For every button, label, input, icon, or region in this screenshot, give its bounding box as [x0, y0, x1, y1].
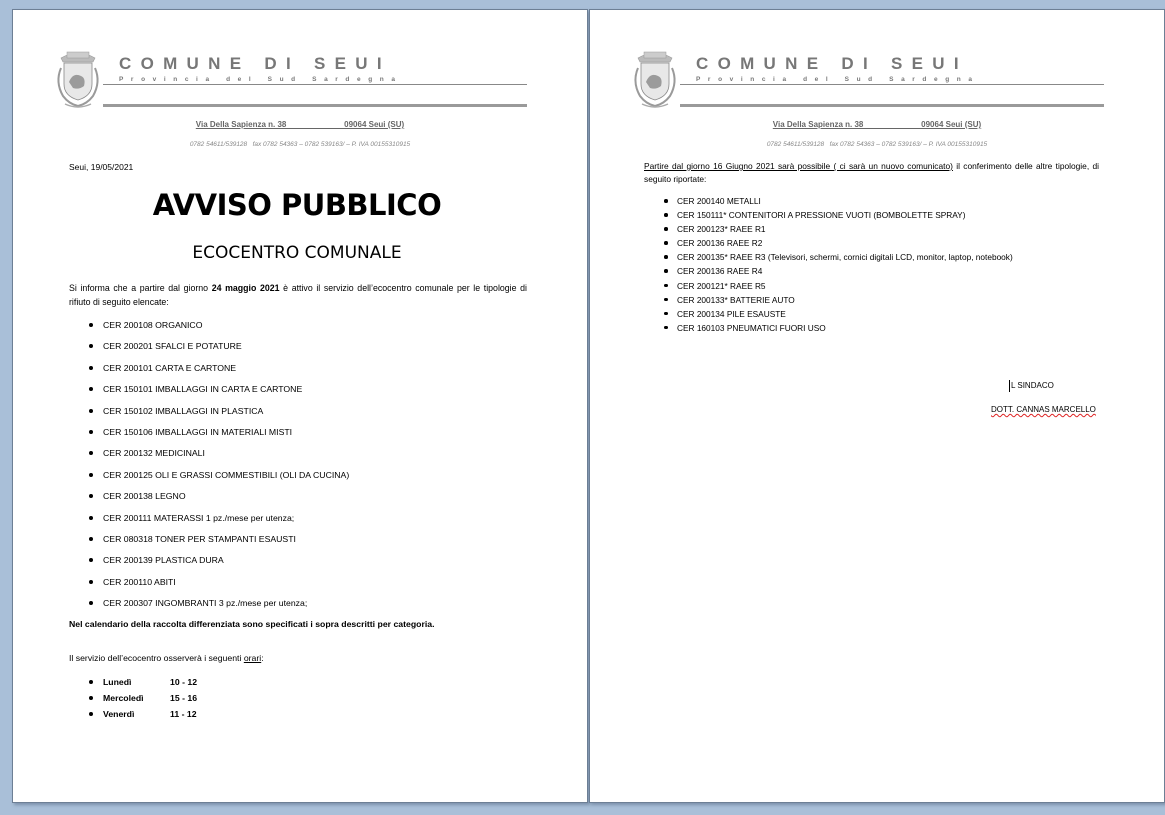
- letterhead-contacts: 0782 54611/539128 fax 0782 54363 – 0782 539163/ – P. IVA 00155310915: [189, 141, 411, 148]
- waste-type-list: [89, 319, 349, 618]
- additional-waste-list: [664, 196, 1013, 337]
- letterhead-contacts: 0782 54611/539128 fax 0782 54363 – 0782 539163/ – P. IVA 00155310915: [766, 141, 988, 148]
- header-rule-thick: [680, 104, 1104, 107]
- list-item: CER 200140 METALLI: [664, 196, 1013, 210]
- municipal-crest-icon: [630, 42, 680, 110]
- document-page-1[interactable]: [12, 9, 588, 803]
- municipal-crest-icon: [53, 42, 103, 110]
- list-item: CER 160103 PNEUMATICI FUORI USO: [664, 323, 1013, 337]
- letterhead-address: Via Della Sapienza n. 38 09064 Seui (SU): [195, 120, 405, 129]
- opening-hours-list: [89, 676, 197, 724]
- hours-row: Lunedì 10 - 12: [89, 676, 197, 692]
- list-item: CER 200307 INGOMBRANTI 3 pz./mese per utenza;: [89, 597, 349, 618]
- list-item: CER 200121* RAEE R5: [664, 281, 1013, 295]
- page-subtitle: ECOCENTRO COMUNALE: [192, 243, 402, 263]
- letterhead-provincia: Provincia del Sud Sardegna: [696, 76, 980, 83]
- hours-row: Mercoledì 15 - 16: [89, 692, 197, 708]
- list-item: CER 200125 OLI E GRASSI COMMESTIBILI (OLI DA CUCINA): [89, 469, 349, 490]
- document-date: Seui, 19/05/2021: [69, 162, 134, 172]
- intro-paragraph: Si informa che a partire dal giorno 24 maggio 2021 è attivo il servizio dell’ecocentro comunale per le tipologie di rifiuto di seguito elencate:: [69, 283, 527, 307]
- calendar-note: Nel calendario della raccolta differenziata sono specificati i sopra descritti per categoria.: [69, 619, 435, 629]
- letterhead-comune: COMUNE DI SEUI: [119, 54, 391, 73]
- list-item: CER 200139 PLASTICA DURA: [89, 554, 349, 575]
- letterhead-comune: COMUNE DI SEUI: [696, 54, 968, 73]
- list-item: CER 200133* BATTERIE AUTO: [664, 295, 1013, 309]
- list-item: CER 200123* RAEE R1: [664, 224, 1013, 238]
- list-item: CER 200138 LEGNO: [89, 490, 349, 511]
- header-rule-thick: [103, 104, 527, 107]
- signature-name: DOTT. CANNAS MARCELLO: [991, 405, 1096, 414]
- list-item: CER 200136 RAEE R2: [664, 238, 1013, 252]
- hours-intro: Il servizio dell’ecocentro osserverà i seguenti orari:: [69, 653, 264, 663]
- list-item: CER 150111* CONTENITORI A PRESSIONE VUOTI (BOMBOLETTE SPRAY): [664, 210, 1013, 224]
- list-item: CER 200134 PILE ESAUSTE: [664, 309, 1013, 323]
- list-item: CER 150102 IMBALLAGGI IN PLASTICA: [89, 405, 349, 426]
- signature-title[interactable]: L SINDACO: [1011, 381, 1054, 391]
- list-item: CER 200110 ABITI: [89, 576, 349, 597]
- letterhead-address: Via Della Sapienza n. 38 09064 Seui (SU): [772, 120, 982, 129]
- header-rule-thin: [103, 84, 527, 85]
- list-item: CER 200108 ORGANICO: [89, 319, 349, 340]
- list-item: CER 200111 MATERASSI 1 pz./mese per utenza;: [89, 512, 349, 533]
- list-item: CER 150106 IMBALLAGGI IN MATERIALI MISTI: [89, 426, 349, 447]
- list-item: CER 200201 SFALCI E POTATURE: [89, 340, 349, 361]
- text-cursor: [1009, 380, 1010, 392]
- header-rule-thin: [680, 84, 1104, 85]
- list-item: CER 200132 MEDICINALI: [89, 447, 349, 468]
- page2-intro-paragraph: Partire dal giorno 16 Giugno 2021 sarà possibile ( ci sarà un nuovo comunicato) il conferimento delle altre tipologie, di seguito riportate:: [644, 161, 1099, 184]
- list-item: CER 200101 CARTA E CARTONE: [89, 362, 349, 383]
- intro-date: 24 maggio 2021: [211, 283, 280, 293]
- hours-row: Venerdì 11 - 12: [89, 708, 197, 724]
- document-page-2[interactable]: [589, 9, 1165, 803]
- list-item: CER 200135* RAEE R3 (Televisori, schermi, cornici digitali LCD, monitor, laptop, notebook): [664, 252, 1013, 266]
- letterhead-provincia: Provincia del Sud Sardegna: [119, 76, 403, 83]
- list-item: CER 150101 IMBALLAGGI IN CARTA E CARTONE: [89, 383, 349, 404]
- list-item: CER 080318 TONER PER STAMPANTI ESAUSTI: [89, 533, 349, 554]
- page-title: AVVISO PUBBLICO: [152, 188, 442, 222]
- list-item: CER 200136 RAEE R4: [664, 266, 1013, 280]
